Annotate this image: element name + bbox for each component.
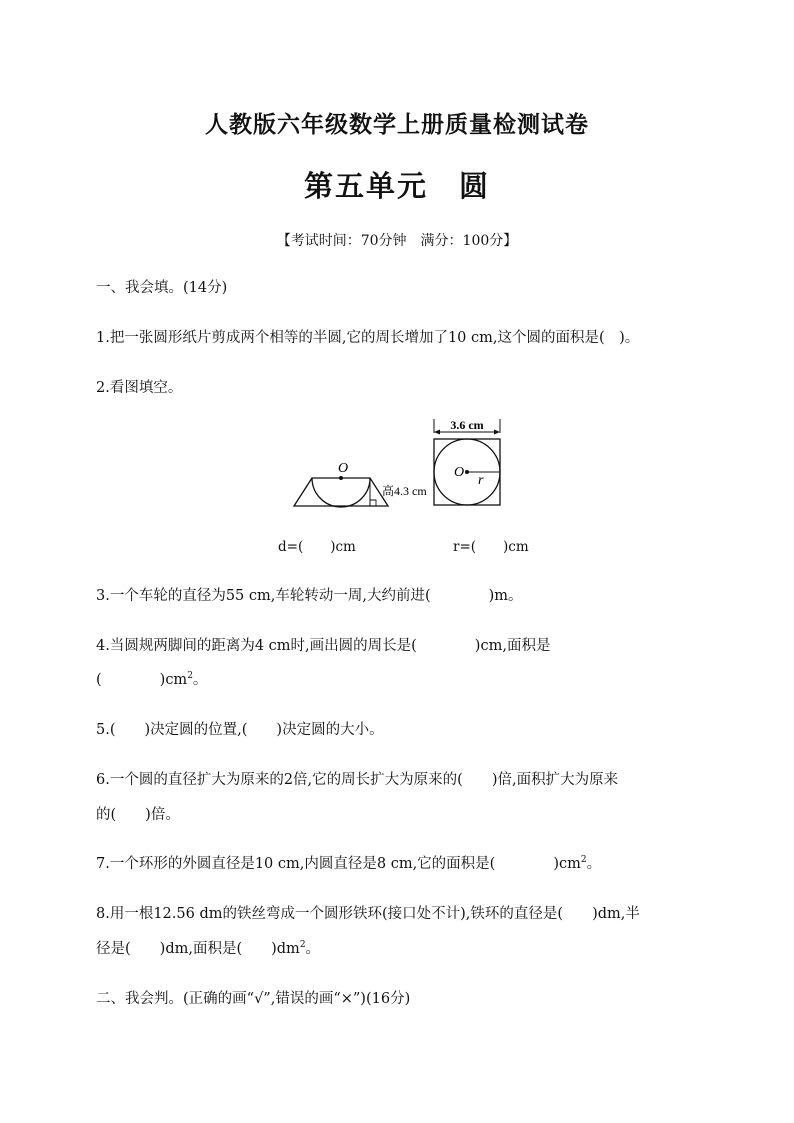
question-4-line2 [96,668,207,689]
question-6-line2: 的( )倍。 [96,807,180,823]
right-angle-mark [370,500,376,506]
dimension-arrow-left [434,430,440,435]
q8-text: 径是( )dm,面积是( )dm [96,941,300,957]
circle-in-square-figure [434,418,500,505]
dimension-arrow-right [494,430,500,435]
trapezoid-semicircle-figure [294,461,427,507]
trapezoid-shape [294,478,388,506]
question-7 [96,852,601,873]
question-4-line1: 4.当圆规两脚间的距离为4 cm时,画出圆的周长是( )cm,面积是 [96,638,551,654]
section1-heading: 一、我会填。(14分) [96,280,228,296]
q7-end: 。 [586,856,602,872]
q7-text: 7.一个环形的外圆直径是10 cm,内圆直径是8 cm,它的面积是( )cm [96,856,581,872]
q4-superscript: 2 [187,671,193,682]
radius-label: r [478,473,484,488]
question-5: 5.( )决定圆的位置,( )决定圆的大小。 [96,722,384,738]
circle-center-label: O [454,465,465,480]
answer-r-blank: r=( )cm [453,539,529,555]
semicircle-arc [312,478,370,507]
q8-end: 。 [305,941,321,957]
semicircle-center-label: O [338,461,349,476]
question-8-line2 [96,937,320,958]
question-2-figure [286,412,516,512]
question-6-line1: 6.一个圆的直径扩大为原来的2倍,它的周长扩大为原来的( )倍,面积扩大为原来 [96,772,619,788]
page-title: 人教版六年级数学上册质量检测试卷 [205,111,589,138]
answer-d-blank: d=( )cm [278,539,356,555]
q7-superscript: 2 [580,855,587,866]
question-1: 1.把一张圆形纸片剪成两个相等的半圆,它的周长增加了10 cm,这个圆的面积是( )。 [96,330,640,346]
exam-info: 【考试时间：70分钟 满分：100分】 [276,233,518,249]
section2-heading: 二、我会判。(正确的画“√”,错误的画“×”)(16分) [96,991,411,1007]
square-width-label: 3.6 cm [450,418,484,432]
question-3: 3.一个车轮的直径为55 cm,车轮转动一周,大约前进( )m。 [96,588,523,604]
q4-end: 。 [192,672,208,688]
q8-superscript: 2 [299,940,306,951]
unit-title: 第五单元 圆 [303,169,490,203]
question-8-line1: 8.用一根12.56 dm的铁丝弯成一个圆形铁环(接口处不计),铁环的直径是( )dm,半 [96,906,640,922]
height-label: 高4.3 cm [382,484,427,498]
q4-text: ( )cm [96,672,188,688]
question-2: 2.看图填空。 [96,380,183,396]
semicircle-center-dot [339,476,343,480]
